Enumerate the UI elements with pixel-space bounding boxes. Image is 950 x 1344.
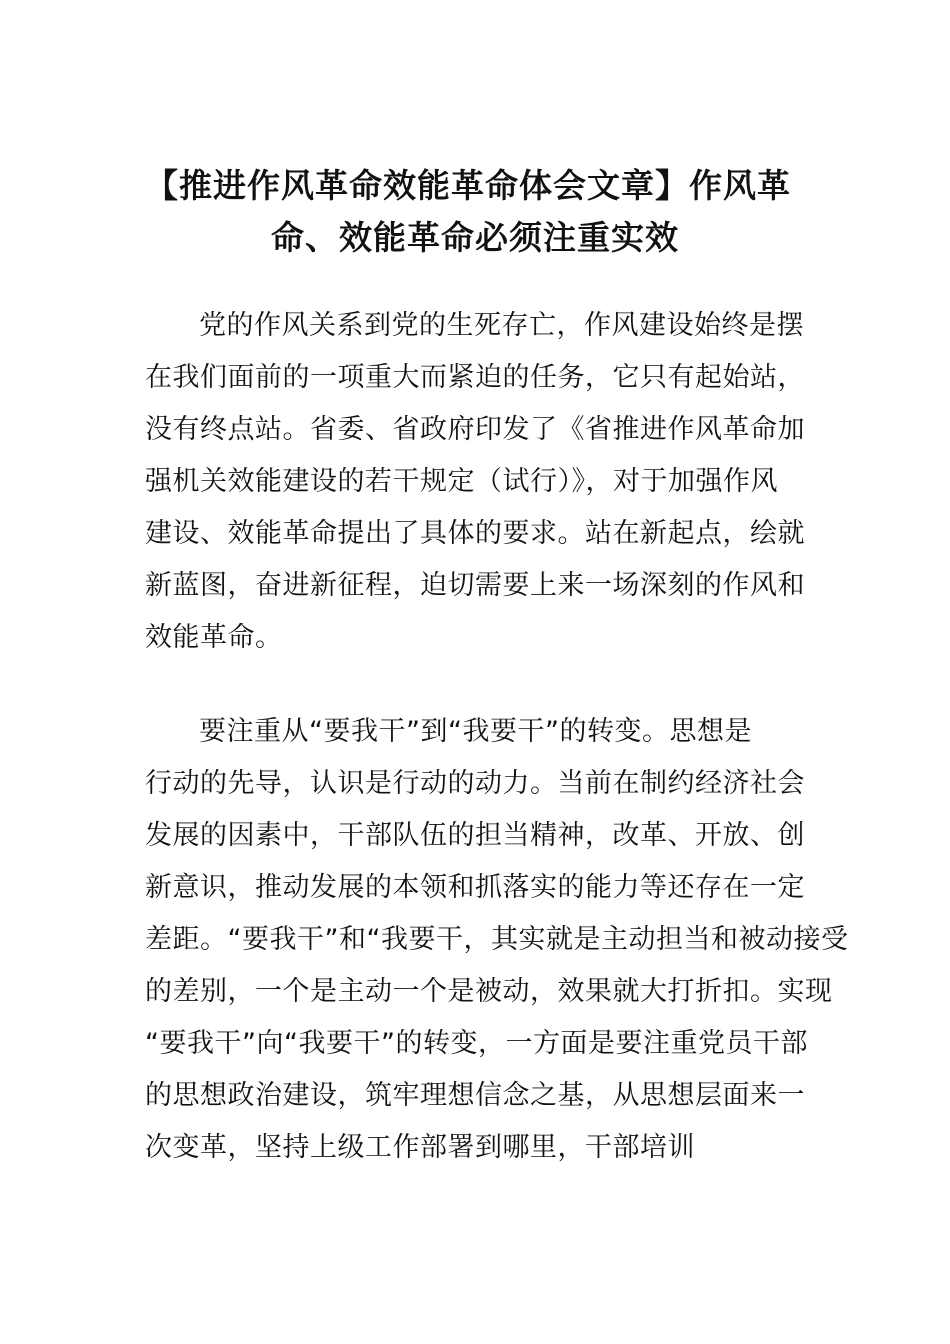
document-title-line-1: 【推进作风革命效能革命体会文章】作风革 — [145, 166, 791, 205]
paragraph-2-line-9: 次变革，坚持上级工作部署到哪里，干部培训 — [145, 1132, 695, 1163]
paragraph-2-line-3: 发展的因素中，干部队伍的担当精神，改革、开放、创 — [145, 820, 805, 851]
paragraph-2-line-6: 的差别，一个是主动一个是被动，效果就大打折扣。实现 — [145, 976, 833, 1007]
paragraph-1-line-6: 新蓝图，奋进新征程，迫切需要上来一场深刻的作风和 — [145, 570, 805, 601]
paragraph-1-line-5: 建设、效能革命提出了具体的要求。站在新起点，绘就 — [145, 518, 805, 549]
paragraph-1-line-4: 强机关效能建设的若干规定（试行）》，对于加强作风 — [145, 466, 778, 497]
paragraph-2-line-1: 要注重从“要我干”到“我要干”的转变。思想是 — [199, 716, 752, 747]
paragraph-2-line-5: 差距。“要我干”和“我要干，其实就是主动担当和被动接受 — [145, 924, 849, 955]
paragraph-1-line-7: 效能革命。 — [145, 622, 283, 653]
paragraph-1-line-3: 没有终点站。省委、省政府印发了《省推进作风革命加 — [145, 414, 805, 445]
document-title-line-2: 命、效能革命必须注重实效 — [271, 218, 679, 257]
paragraph-2-line-4: 新意识，推动发展的本领和抓落实的能力等还存在一定 — [145, 872, 805, 903]
paragraph-1-line-2: 在我们面前的一项重大而紧迫的任务，它只有起始站， — [145, 362, 805, 393]
paragraph-2-line-7: “要我干”向“我要干”的转变，一方面是要注重党员干部 — [145, 1028, 808, 1059]
paragraph-2-line-2: 行动的先导，认识是行动的动力。当前在制约经济社会 — [145, 768, 805, 799]
paragraph-1-line-1: 党的作风关系到党的生死存亡，作风建设始终是摆 — [199, 310, 804, 341]
paragraph-2-line-8: 的思想政治建设，筑牢理想信念之基，从思想层面来一 — [145, 1080, 805, 1111]
